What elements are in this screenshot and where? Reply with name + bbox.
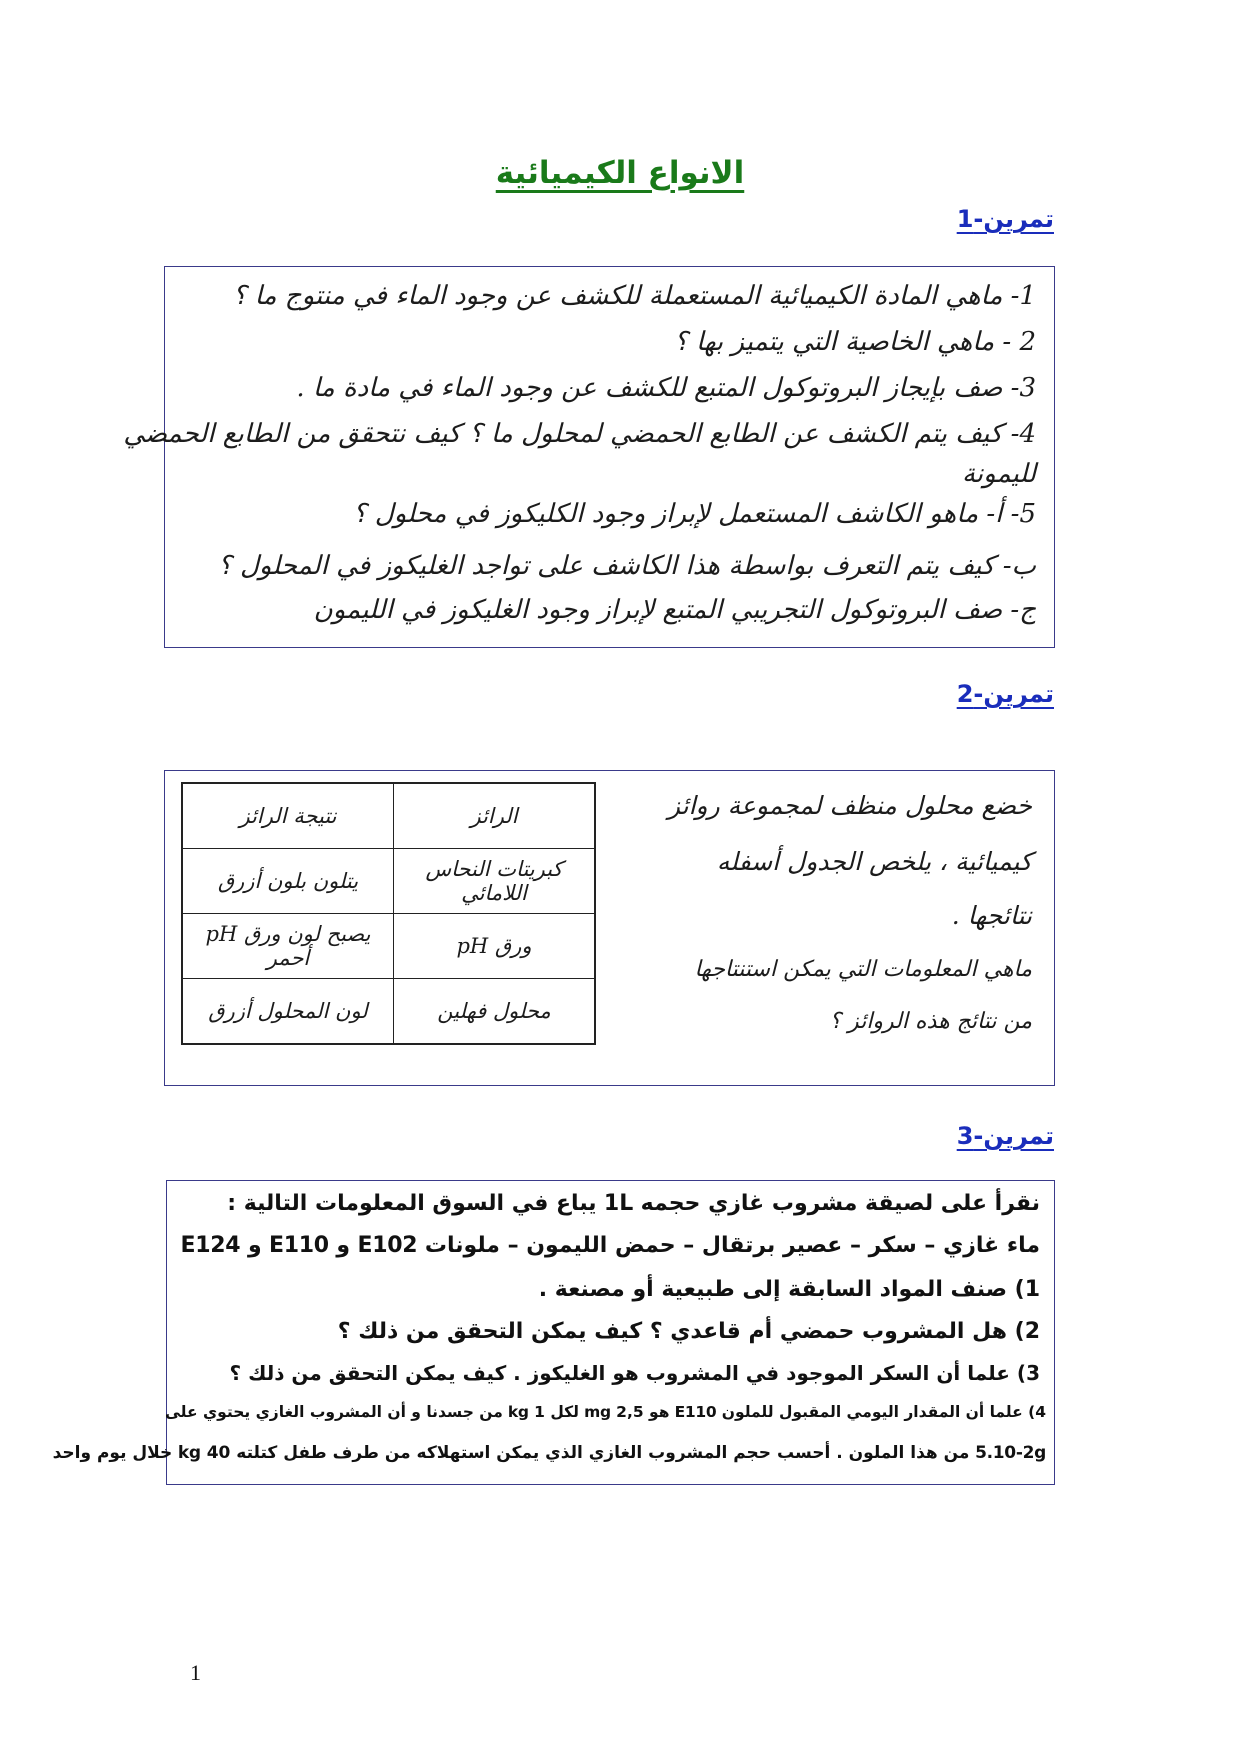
- exercise-1-heading: تمرين-1: [956, 205, 1054, 233]
- document-title-text: الانواع الكيميائية: [495, 155, 745, 191]
- table-row: [182, 849, 595, 914]
- table-cell-result: لون المحلول أزرق: [182, 979, 394, 1045]
- exercise-1-line-4: 4- كيف يتم الكشف عن الطابع الحمضي لمحلول ما ؟ كيف نتحقق من الطابع الحمضي: [123, 419, 1036, 449]
- exercise-1-line-5a: 5- أ- ماهو الكاشف المستعمل لإبراز وجود الكليكوز في محلول ؟: [352, 499, 1036, 529]
- exercise-2-heading: تمرين-2: [956, 680, 1054, 708]
- table-row: [182, 979, 595, 1045]
- table-cell-test: كبريتات النحاس اللامائي: [394, 849, 596, 914]
- exercise-2-text-1: خضع محلول منظف لمجموعة روائز: [667, 791, 1032, 820]
- exercise-2-text-5: من نتائج هذه الروائز ؟: [829, 1009, 1032, 1034]
- exercise-3-line-5: 3) علما أن السكر الموجود في المشروب هو الغليكوز . كيف يمكن التحقق من ذلك ؟: [229, 1361, 1040, 1385]
- exercise-1-box: [123, 266, 1055, 648]
- exercise-2-text-3: نتائجها .: [951, 901, 1032, 930]
- exercise-2-table: [181, 782, 596, 1045]
- exercise-3-line-4: 2) هل المشروب حمضي أم قاعدي ؟ كيف يمكن التحقق من ذلك ؟: [337, 1319, 1040, 1344]
- table-header-result: نتيجة الرائز: [182, 783, 394, 849]
- exercise-1-line-2: 2 - ماهي الخاصية التي يتميز بها ؟: [673, 327, 1036, 357]
- table-header-test: الرائز: [394, 783, 596, 849]
- table-cell-test: ورق pH: [394, 914, 596, 979]
- exercise-1-line-4-cont: لليمونة: [961, 459, 1036, 489]
- exercise-2-text-4: ماهي المعلومات التي يمكن استنتاجها: [694, 957, 1032, 982]
- exercise-3-box: [52, 1180, 1055, 1485]
- exercise-3-line-7: 5.10-2g من هذا الملون . أحسب حجم المشروب الغازي الذي يمكن استهلاكه من طرف طفل كتلته 40 kg خلال يوم واحد: [52, 1443, 1046, 1463]
- exercise-3-line-3: 1) صنف المواد السابقة إلى طبيعية أو مصنعة .: [538, 1277, 1040, 1302]
- exercise-1-line-3: 3- صف بإيجاز البروتوكول المتبع للكشف عن وجود الماء في مادة ما .: [296, 373, 1036, 403]
- exercise-3-line-2: ماء غازي – سكر – عصير برتقال – حمض الليمون – ملونات E102 و E110 و E124: [180, 1233, 1040, 1258]
- exercise-2-text-2: كيميائية ، يلخص الجدول أسفله: [716, 847, 1032, 876]
- table-header-row: [182, 783, 595, 849]
- exercise-3-line-1: نقرأ على لصيقة مشروب غازي حجمه 1L يباع في السوق المعلومات التالية :: [227, 1191, 1040, 1216]
- table-cell-result: يصبح لون ورق pH أحمر: [182, 914, 394, 979]
- exercise-1-line-5b: ب- كيف يتم التعرف بواسطة هذا الكاشف على تواجد الغليكوز في المحلول ؟: [217, 551, 1036, 581]
- exercise-3-heading: تمرين-3: [956, 1122, 1054, 1150]
- document-title: [0, 155, 1240, 191]
- exercise-1-line-5c: ج- صف البروتوكول التجريبي المتبع لإبراز وجود الغليكوز في الليمون: [313, 595, 1036, 625]
- table-cell-result: يتلون بلون أزرق: [182, 849, 394, 914]
- page-number: 1: [190, 1660, 201, 1685]
- exercise-3-line-6: 4) علما أن المقدار اليومي المقبول للملون E110 هو 2,5 mg لكل 1 kg من جسدنا و أن المشروب الغازي يحتوي على: [164, 1403, 1046, 1421]
- table-cell-test: محلول فهلين: [394, 979, 596, 1045]
- exercise-1-line-1: 1- ماهي المادة الكيميائية المستعملة للكشف عن وجود الماء في منتوج ما ؟: [232, 281, 1036, 311]
- table-row: [182, 914, 595, 979]
